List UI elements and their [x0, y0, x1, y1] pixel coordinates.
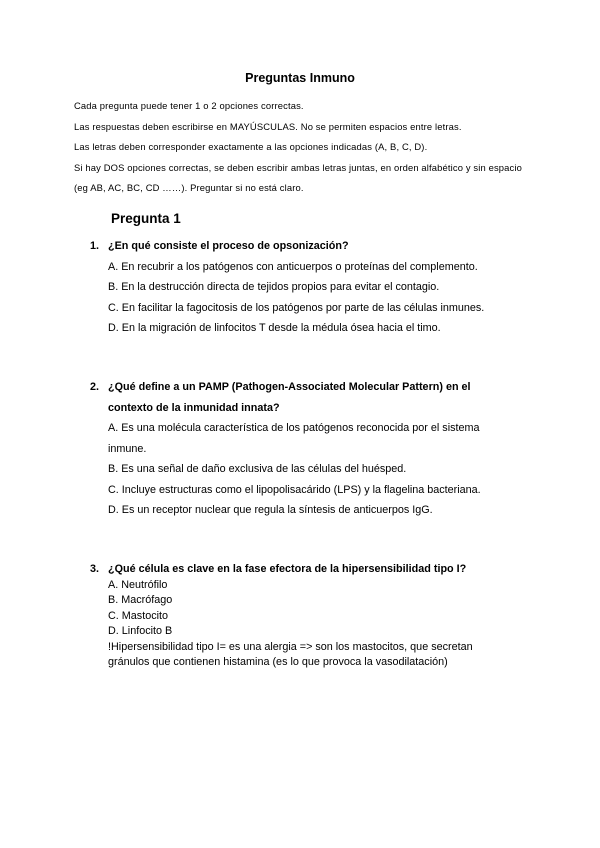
option-a: A. Neutrófilo	[108, 578, 168, 591]
question-3	[90, 562, 500, 671]
option-c: C. Mastocito	[108, 609, 168, 622]
question-number: 3.	[90, 563, 100, 575]
question-2	[90, 377, 500, 521]
question-number: 1.	[90, 240, 100, 252]
option-c: C. Incluye estructuras como el lipopolisacárido (LPS) y la flagelina bacteriana.	[108, 483, 481, 496]
instruction-line: Cada pregunta puede tener 1 o 2 opciones correctas.	[74, 100, 304, 111]
answer-note: !Hipersensibilidad tipo I= es una alergia => son los mastocitos, que secretan gránulos que contienen histamina (es lo que provoca la vasodilatación)	[108, 640, 473, 668]
question-text: ¿Qué célula es clave en la fase efectora de la hipersensibilidad tipo I?	[108, 563, 467, 575]
question-text: ¿En qué consiste el proceso de opsonización?	[108, 240, 349, 252]
question-3-prompt	[90, 562, 500, 578]
question-1	[90, 236, 500, 339]
option-d: D. En la migración de linfocitos T desde la médula ósea hacia el timo.	[108, 322, 441, 334]
question-1-prompt	[90, 236, 500, 257]
question-number: 2.	[90, 381, 100, 393]
option-b: B. Macrófago	[108, 594, 173, 606]
instruction-line: Las respuestas deben escribirse en MAYÚSCULAS. No se permiten espacios entre letras.	[74, 120, 462, 132]
option-list	[90, 418, 500, 521]
option-b: B. En la destrucción directa de tejidos propios para evitar el contagio.	[108, 281, 440, 293]
instruction-line: Si hay DOS opciones correctas, se deben escribir ambas letras juntas, en orden alfabético y sin espacio (eg AB, AC, BC, CD ……). Preguntar si no está claro.	[74, 161, 522, 193]
page-title: Preguntas Inmuno	[245, 71, 355, 85]
section-heading: Pregunta 1	[111, 211, 181, 226]
option-a: A. Es una molécula característica de los patógenos reconocida por el sistema inmune.	[108, 422, 480, 455]
option-list	[90, 578, 500, 640]
option-a: A. En recubrir a los patógenos con anticuerpos o proteínas del complemento.	[108, 260, 478, 273]
instruction-line: Las letras deben corresponder exactamente a las opciones indicadas (A, B, C, D).	[74, 141, 428, 152]
option-d: D. Es un receptor nuclear que regula la síntesis de anticuerpos IgG.	[108, 504, 433, 516]
option-d: D. Linfocito B	[108, 625, 173, 637]
question-text: ¿Qué define a un PAMP (Pathogen-Associated Molecular Pattern) en el contexto de la inmunidad innata?	[108, 381, 471, 414]
option-b: B. Es una señal de daño exclusiva de las células del huésped.	[108, 463, 407, 475]
option-c: C. En facilitar la fagocitosis de los patógenos por parte de las células inmunes.	[108, 301, 485, 314]
question-2-prompt	[90, 377, 500, 418]
instructions	[74, 96, 534, 199]
option-list	[90, 257, 500, 339]
